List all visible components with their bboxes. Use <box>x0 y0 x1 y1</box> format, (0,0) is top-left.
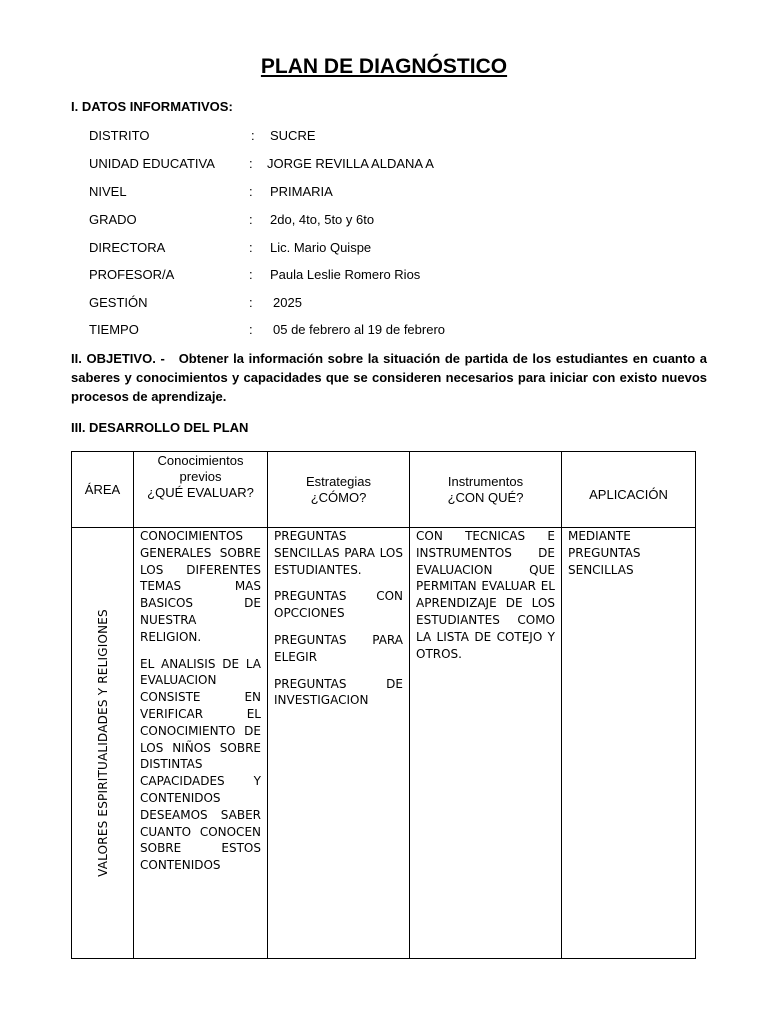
cell-instrumentos <box>410 528 562 959</box>
table-header-row <box>72 452 696 528</box>
previos-paragraph-2: EL ANALISIS DE LA EVALUACION CONSISTE EN VERIFICAR EL CONOCIMIENTO DE LOS NIÑOS SOBRE DISTINTAS CAPACIDADES Y CONTENIDOS DESEAMOS SABER CUANTO CONOCEN SOBRE ESTOS CONTENIDOS <box>140 656 261 873</box>
header-estrategias-line2: ¿CÓMO? <box>310 489 367 505</box>
info-label-profesor: PROFESOR/A <box>89 267 175 282</box>
info-colon: : <box>249 240 253 255</box>
estrategias-paragraph-2: PREGUNTAS CON OPCCIONES <box>274 589 403 621</box>
aplicacion-text <box>562 528 695 578</box>
info-value-gestion: 2025 <box>273 295 302 310</box>
estrategias-paragraph-3: PREGUNTAS PARA ELEGIR <box>274 632 403 664</box>
header-area-label: ÁREA <box>84 481 121 497</box>
header-instrumentos-line2: ¿CON QUÉ? <box>447 489 524 505</box>
header-previos-line1: Conocimientos <box>157 453 244 468</box>
info-label-directora: DIRECTORA <box>89 240 166 255</box>
header-conocimientos-previos <box>134 452 268 528</box>
header-aplicacion <box>562 452 696 528</box>
estrategias-text <box>268 528 409 709</box>
info-label-gestion: GESTIÓN <box>89 295 148 310</box>
info-colon: : <box>249 156 253 171</box>
table-row <box>72 528 696 959</box>
header-instrumentos <box>410 452 562 528</box>
info-label-unidad-educativa: UNIDAD EDUCATIVA <box>89 156 215 171</box>
header-previos-line3: ¿QUÉ EVALUAR? <box>147 485 254 500</box>
estrategias-paragraph-4: PREGUNTAS DE INVESTIGACION <box>274 676 403 708</box>
area-vertical-label: VALORES ESPIRITUALIDADES Y RELIGIONES <box>95 609 110 877</box>
instrumentos-text <box>410 528 561 662</box>
header-estrategias <box>268 452 410 528</box>
info-value-tiempo: 05 de febrero al 19 de febrero <box>273 322 446 337</box>
info-value-grado: 2do, 4to, 5to y 6to <box>270 212 375 227</box>
estrategias-paragraph-1: PREGUNTAS SENCILLAS PARA LOS ESTUDIANTES. <box>274 529 403 577</box>
info-colon: : <box>249 184 253 199</box>
info-colon: : <box>249 212 253 227</box>
plan-table <box>71 451 696 959</box>
cell-estrategias <box>268 528 410 959</box>
header-aplicacion-label: APLICACIÓN <box>589 486 668 502</box>
info-value-distrito: SUCRE <box>270 128 316 143</box>
info-label-tiempo: TIEMPO <box>89 322 139 337</box>
info-value-profesor: Paula Leslie Romero Rios <box>270 267 421 282</box>
info-colon: : <box>249 267 253 282</box>
objective-text: Obtener la información sobre la situación de partida de los estudiantes en cuanto a saberes y conocimientos y capacidades que se consideren necesarios para iniciar con existo nuevos procesos de aprendizaje. <box>71 351 707 404</box>
section-datos-informativos: I. DATOS INFORMATIVOS: <box>71 99 233 114</box>
header-previos-line2: previos <box>179 469 222 484</box>
objective-paragraph <box>71 349 707 406</box>
aplicacion-paragraph: MEDIANTE PREGUNTAS SENCILLAS <box>568 529 641 577</box>
info-label-distrito: DISTRITO <box>89 128 150 143</box>
info-value-directora: Lic. Mario Quispe <box>270 240 372 255</box>
previos-text <box>134 528 267 874</box>
info-colon: : <box>249 295 253 310</box>
cell-area <box>72 528 134 959</box>
info-colon: : <box>251 128 255 143</box>
document-title: PLAN DE DIAGNÓSTICO <box>260 55 508 78</box>
info-label-grado: GRADO <box>89 212 137 227</box>
objective-label: II. OBJETIVO. - <box>71 351 165 366</box>
info-value-nivel: PRIMARIA <box>270 184 333 199</box>
header-area <box>72 452 134 528</box>
section-desarrollo-del-plan: III. DESARROLLO DEL PLAN <box>71 420 249 435</box>
cell-conocimientos-previos <box>134 528 268 959</box>
info-colon: : <box>249 322 253 337</box>
header-instrumentos-line1: Instrumentos <box>447 473 524 489</box>
cell-aplicacion <box>562 528 696 959</box>
instrumentos-paragraph: CON TECNICAS E INSTRUMENTOS DE EVALUACION QUE PERMITAN EVALUAR EL APRENDIZAJE DE LOS ESTUDIANTES COMO LA LISTA DE COTEJO Y OTROS. <box>416 529 555 661</box>
previos-paragraph-1: CONOCIMIENTOS GENERALES SOBRE LOS DIFERENTES TEMAS MAS BASICOS DE NUESTRA RELIGION. <box>140 529 261 644</box>
header-estrategias-line1: Estrategias <box>305 473 372 489</box>
info-label-nivel: NIVEL <box>89 184 127 199</box>
info-value-unidad-educativa: JORGE REVILLA ALDANA A <box>267 156 434 171</box>
